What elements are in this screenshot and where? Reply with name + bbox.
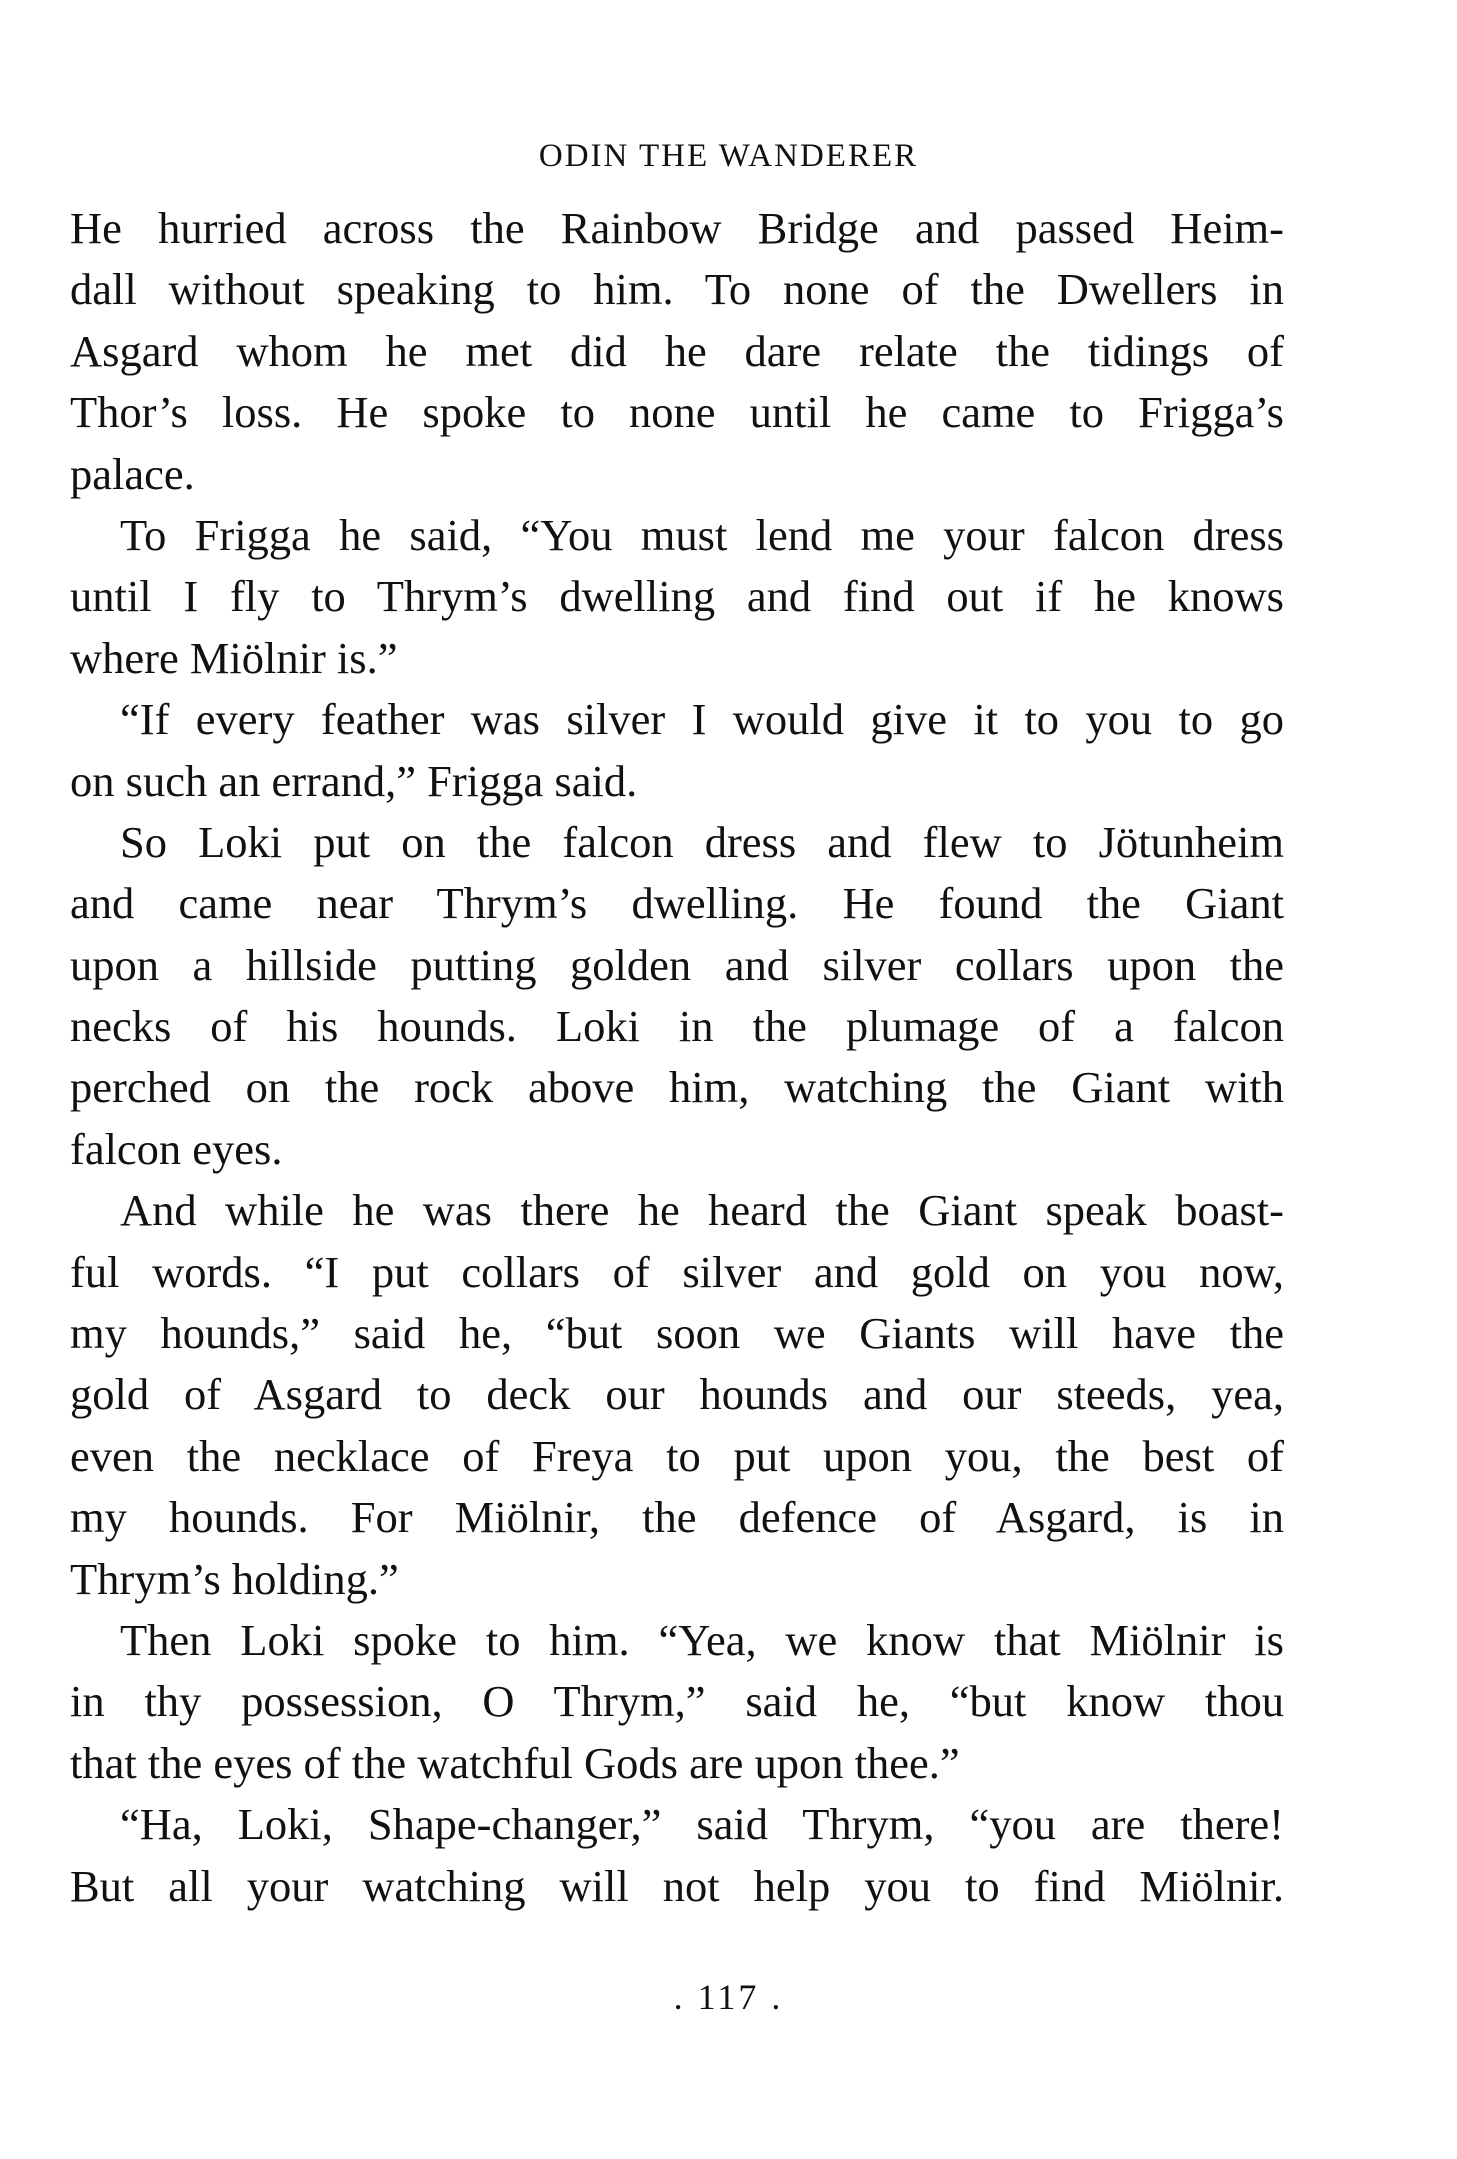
text-line: Thrym’s holding.” — [70, 1553, 399, 1604]
text-line: perched on the rock above him, watching the Giant with — [70, 1062, 1284, 1113]
text-line: dall without speaking to him. To none of the Dwellers in — [70, 264, 1284, 315]
text-line: necks of his hounds. Loki in the plumage of a falcon — [70, 1001, 1284, 1052]
text-line: “If every feather was silver I would give it to you to go — [120, 694, 1284, 745]
text-line: To Frigga he said, “You must lend me your falcon dress — [120, 509, 1284, 560]
text-line: my hounds. For Miölnir, the defence of Asgard, is in — [70, 1492, 1284, 1543]
paragraph — [70, 1180, 1284, 1610]
paragraph — [70, 1794, 1284, 1917]
text-line: He hurried across the Rainbow Bridge and passed Heim- — [70, 203, 1284, 253]
text-line: Then Loki spoke to him. “Yea, we know that Miölnir is — [120, 1614, 1284, 1665]
text-line: gold of Asgard to deck our hounds and our steeds, yea, — [70, 1369, 1284, 1420]
text-line: until I fly to Thrym’s dwelling and find out if he knows — [70, 571, 1284, 622]
text-line: falcon eyes. — [70, 1123, 283, 1174]
text-line: in thy possession, O Thrym,” said he, “but know thou — [70, 1676, 1284, 1727]
text-line: “Ha, Loki, Shape-changer,” said Thrym, “you are there! — [120, 1799, 1284, 1850]
text-line: So Loki put on the falcon dress and flew to Jötunheim — [120, 816, 1284, 867]
paragraph — [70, 689, 1284, 812]
body-text — [70, 198, 1284, 1917]
text-line: Thor’s loss. He spoke to none until he came to Frigga’s — [70, 387, 1284, 438]
paragraph — [70, 505, 1284, 689]
text-line: even the necklace of Freya to put upon you, the best of — [70, 1430, 1284, 1481]
text-line: palace. — [70, 448, 195, 499]
text-line: ful words. “I put collars of silver and gold on you now, — [70, 1246, 1284, 1297]
text-line: upon a hillside putting golden and silver collars upon the — [70, 939, 1284, 990]
page-number: . 117 . — [673, 1977, 784, 2017]
paragraph — [70, 812, 1284, 1180]
text-line: where Miölnir is.” — [70, 632, 398, 683]
text-line: and came near Thrym’s dwelling. He found the Giant — [70, 878, 1284, 929]
text-line: that the eyes of the watchful Gods are upon thee.” — [70, 1737, 960, 1788]
paragraph — [70, 1610, 1284, 1794]
running-head: ODIN THE WANDERER — [538, 138, 919, 174]
text-line: And while he was there he heard the Giant speak boast- — [120, 1185, 1284, 1236]
paragraph — [70, 198, 1284, 505]
text-line: But all your watching will not help you to find Miölnir. — [70, 1860, 1284, 1911]
text-line: Asgard whom he met did he dare relate the tidings of — [70, 325, 1284, 376]
text-line: my hounds,” said he, “but soon we Giants will have the — [70, 1308, 1284, 1359]
text-line: on such an errand,” Frigga said. — [70, 755, 638, 806]
